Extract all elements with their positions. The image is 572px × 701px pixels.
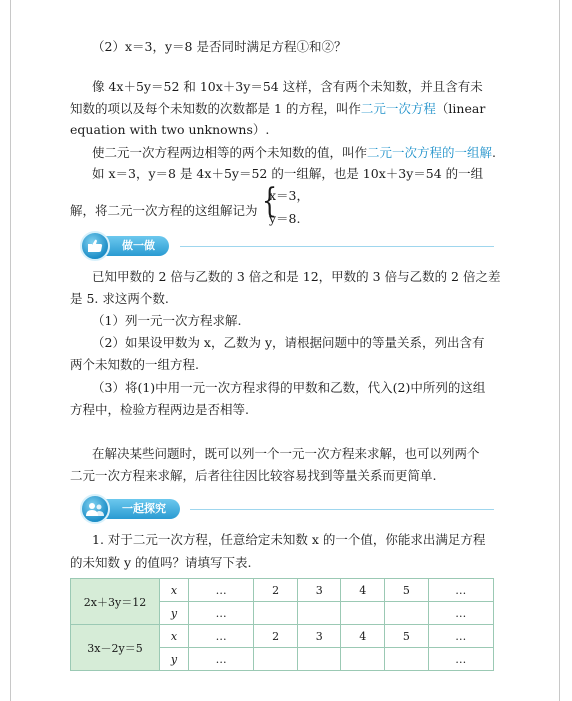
table-cell: 3 <box>297 579 341 602</box>
table-cell: 2 <box>254 625 298 648</box>
task-item-1: （1）列一元一次方程求解. <box>92 313 242 328</box>
definition-line-3: equation with two unknowns）. <box>70 122 270 137</box>
definition-line-1: 像 4x＋5y＝52 和 10x＋3y＝54 这样，含有两个未知数，并且含有未 <box>92 79 483 94</box>
task-item-3a: （3）将(1)中用一元一次方程求得的甲数和乙数，代入(2)中所列的这组 <box>92 380 486 395</box>
question-2: （2）x＝3，y＝8 是否同时满足方程①和②？ <box>92 39 347 54</box>
task-item-2b: 两个未知数的一组方程. <box>70 357 199 372</box>
system-y: y＝8. <box>269 211 301 226</box>
solution-line-1: 使二元一次方程两边相等的两个未知数的值，叫作二元一次方程的一组解. <box>92 145 497 160</box>
solution-line-2: 如 x＝3，y＝8 是 4x＋5y＝52 的一组解，也是 10x＋3y＝54 的一组 <box>92 166 484 181</box>
table-cell: 5 <box>385 625 429 648</box>
explore-line-1: 1. 对于二元一次方程，任意给定未知数 x 的一个值，你能求出满足方程 <box>92 532 486 547</box>
table-input-cell[interactable] <box>385 602 429 625</box>
table-cell: x <box>160 625 189 648</box>
equation-cell: 3x－2y＝5 <box>71 625 160 671</box>
section-divider <box>190 509 494 510</box>
term-solution: 二元一次方程的一组解 <box>367 145 493 160</box>
people-icon <box>80 494 110 524</box>
table-cell: … <box>189 602 254 625</box>
task-line-2: 是 5. 求这两个数. <box>70 291 169 306</box>
table-cell: 5 <box>385 579 429 602</box>
task-item-2a: （2）如果设甲数为 x，乙数为 y，请根据问题中的等量关系，列出含有 <box>92 335 485 350</box>
table-cell: y <box>160 602 189 625</box>
page-border-left <box>10 0 11 701</box>
table-input-cell[interactable] <box>297 602 341 625</box>
table-cell: y <box>160 648 189 671</box>
explore-line-2: 的未知数 y 的值吗？请填写下表. <box>70 555 252 570</box>
table-cell: … <box>428 625 493 648</box>
value-table <box>70 578 494 671</box>
table-input-cell[interactable] <box>385 648 429 671</box>
table-input-cell[interactable] <box>341 648 385 671</box>
task-line-1: 已知甲数的 2 倍与乙数的 3 倍之和是 12，甲数的 3 倍与乙数的 2 倍之差 <box>92 269 501 284</box>
section-badge-yiqitanjiu <box>80 498 180 520</box>
section-badge-zuoyizuo <box>80 235 169 257</box>
remark-line-2: 二元一次方程来求解，后者往往因比较容易找到等量关系而更简单. <box>70 468 437 483</box>
equation-cell: 2x＋3y＝12 <box>71 579 160 625</box>
section-title: 做一做 <box>100 236 169 256</box>
system-x: x＝3， <box>269 188 310 203</box>
table-cell: 4 <box>341 625 385 648</box>
hand-icon <box>80 231 110 261</box>
table-cell: 2 <box>254 579 298 602</box>
table-row <box>71 625 494 648</box>
table-cell: … <box>189 579 254 602</box>
table-cell: … <box>428 602 493 625</box>
table-row <box>71 579 494 602</box>
table-cell: … <box>189 625 254 648</box>
section-title: 一起探究 <box>100 499 180 519</box>
table-cell: 4 <box>341 579 385 602</box>
table-cell: x <box>160 579 189 602</box>
section-divider <box>180 246 494 247</box>
table-input-cell[interactable] <box>297 648 341 671</box>
table-cell: 3 <box>297 625 341 648</box>
table-input-cell[interactable] <box>254 602 298 625</box>
term-linear-equation: 二元一次方程 <box>360 101 436 116</box>
table-cell: … <box>189 648 254 671</box>
table-cell: … <box>428 648 493 671</box>
remark-line-1: 在解决某些问题时，既可以列一个一元一次方程来求解，也可以列两个 <box>92 446 480 461</box>
page-border-right <box>559 0 560 701</box>
solution-line-3: 解，将二元一次方程的这组解记为 <box>70 203 258 218</box>
table-input-cell[interactable] <box>341 602 385 625</box>
definition-line-2: 知数的项以及每个未知数的次数都是 1 的方程，叫作二元一次方程（linear <box>70 101 486 116</box>
brace-symbol: { <box>262 181 278 221</box>
task-item-3b: 方程中，检验方程两边是否相等. <box>70 402 249 417</box>
table-cell: … <box>428 579 493 602</box>
table-input-cell[interactable] <box>254 648 298 671</box>
